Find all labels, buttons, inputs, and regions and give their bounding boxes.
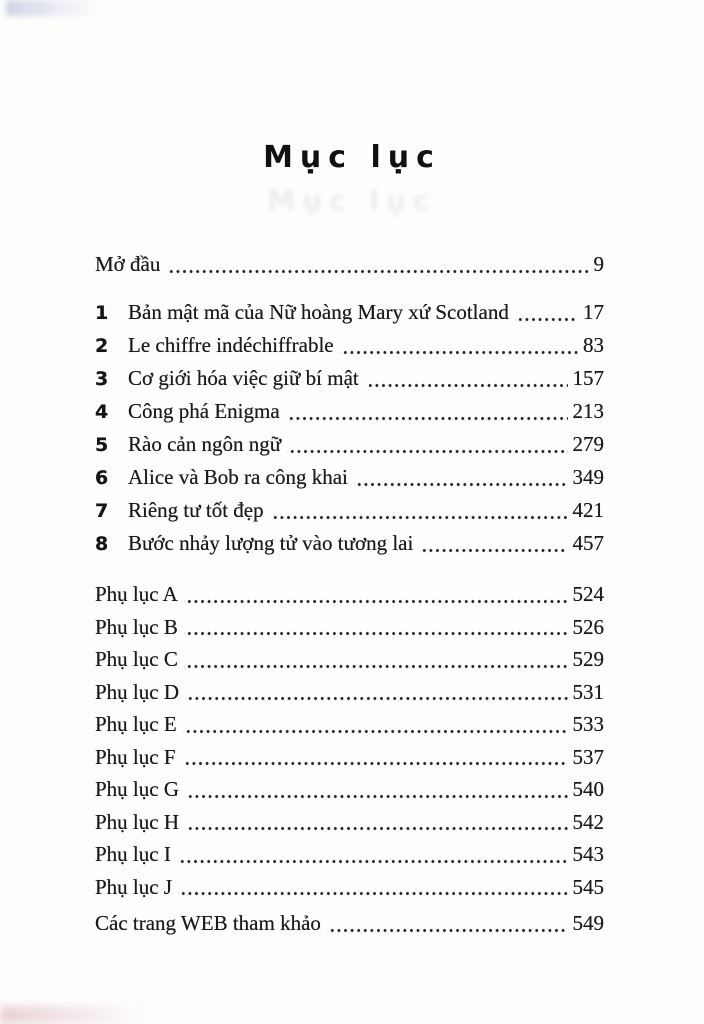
entry-page-number: 83 (583, 333, 604, 357)
dot-leader (327, 907, 568, 940)
dot-leader (185, 806, 568, 839)
entry-page-number: 526 (572, 614, 604, 639)
dot-leader (287, 428, 567, 461)
dot-leader (340, 329, 578, 362)
entry-page-number: 524 (572, 582, 604, 606)
toc-section-front-matter (95, 248, 604, 281)
entry-page-number: 542 (572, 809, 604, 834)
entry-title: Riêng tư tốt đẹp (128, 498, 264, 522)
entry-title: Phụ lục F (95, 744, 176, 769)
entry-title: Các trang WEB tham khảo (95, 911, 321, 935)
entry-page-number: 540 (572, 777, 604, 801)
chapter-number: 2 (95, 335, 109, 357)
entry-title: Công phá Enigma (128, 399, 280, 423)
toc-entry (95, 362, 604, 395)
toc-entry (95, 773, 604, 806)
chapter-number: 1 (95, 302, 109, 324)
scan-artifact-bottom-left (0, 1006, 140, 1024)
table-of-contents (95, 248, 604, 940)
entry-page-number: 545 (572, 874, 604, 899)
dot-leader (185, 676, 568, 709)
entry-title: Bước nhảy lượng tử vào tương lai (128, 531, 414, 555)
toc-section-appendices (95, 578, 604, 903)
entry-title: Phụ lục A (95, 582, 178, 606)
chapter-number: 5 (95, 434, 109, 456)
dot-leader (185, 773, 568, 806)
print-showthrough-ghost: Mục lục (267, 184, 437, 217)
entry-title: Phụ lục I (95, 842, 171, 866)
entry-title: Rào cản ngôn ngữ (128, 432, 282, 456)
entry-page-number: 17 (583, 300, 604, 324)
dot-leader (178, 871, 567, 904)
toc-entry (95, 611, 604, 644)
entry-page-number: 533 (572, 712, 604, 736)
entry-page-number: 279 (572, 432, 604, 456)
entry-title: Phụ lục J (95, 874, 173, 899)
chapter-number: 6 (95, 467, 109, 489)
entry-title: Phụ lục H (95, 809, 179, 834)
toc-entry (95, 676, 604, 709)
chapter-number: 4 (95, 401, 109, 423)
dot-leader (182, 741, 568, 774)
entry-title: Alice và Bob ra công khai (128, 465, 348, 489)
entry-title: Phụ lục G (95, 777, 179, 801)
chapter-number: 3 (95, 368, 109, 390)
entry-title: Phụ lục B (95, 614, 178, 639)
dot-leader (184, 643, 568, 676)
entry-title: Mở đầu (95, 252, 161, 276)
entry-title: Phụ lục C (95, 647, 178, 671)
dot-leader (270, 494, 568, 527)
toc-entry (95, 527, 604, 560)
toc-entry (95, 395, 604, 428)
dot-leader (166, 248, 588, 281)
toc-entry (95, 578, 604, 611)
toc-entry (95, 741, 604, 774)
entry-title: Cơ giới hóa việc giữ bí mật (128, 366, 359, 390)
entry-page-number: 543 (572, 842, 604, 866)
entry-page-number: 349 (572, 465, 604, 489)
entry-title: Bản mật mã của Nữ hoàng Mary xứ Scotland (128, 300, 509, 324)
entry-page-number: 531 (572, 679, 604, 704)
toc-entry (95, 248, 604, 281)
entry-title: Phụ lục D (95, 679, 179, 704)
entry-page-number: 213 (572, 399, 604, 423)
toc-entry (95, 643, 604, 676)
entry-page-number: 549 (572, 911, 604, 935)
dot-leader (354, 461, 568, 494)
entry-page-number: 421 (572, 498, 604, 522)
entry-page-number: 537 (572, 744, 604, 769)
toc-entry (95, 838, 604, 871)
toc-entry (95, 494, 604, 527)
toc-entry (95, 708, 604, 741)
dot-leader (184, 611, 568, 644)
toc-entry (95, 428, 604, 461)
dot-leader (183, 708, 568, 741)
toc-entry (95, 296, 604, 329)
entry-title: Phụ lục E (95, 712, 177, 736)
chapter-number: 7 (95, 500, 109, 522)
toc-section-references (95, 907, 604, 940)
entry-title: Le chiffre indéchiffrable (128, 333, 334, 357)
toc-entry (95, 329, 604, 362)
dot-leader (515, 296, 578, 329)
toc-section-chapters (95, 296, 604, 560)
dot-leader (177, 838, 568, 871)
entry-page-number: 457 (572, 531, 604, 555)
entry-page-number: 157 (572, 366, 604, 390)
entry-page-number: 529 (572, 647, 604, 671)
dot-leader (365, 362, 568, 395)
toc-entry (95, 871, 604, 904)
toc-entry (95, 806, 604, 839)
entry-page-number: 9 (593, 252, 604, 276)
toc-entry (95, 461, 604, 494)
toc-entry (95, 907, 604, 940)
dot-leader (184, 578, 568, 611)
page-title: Mục lục (263, 140, 441, 175)
dot-leader (286, 395, 568, 428)
chapter-number: 8 (95, 533, 109, 555)
dot-leader (419, 527, 567, 560)
